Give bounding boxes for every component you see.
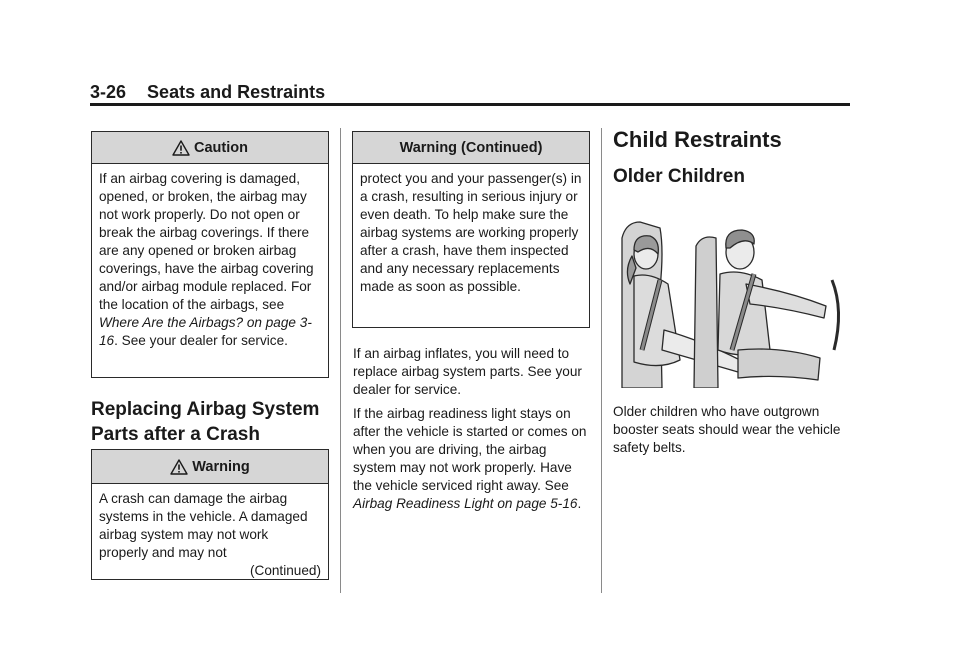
older-children-text: Older children who have outgrown booster seats should wear the vehicle safety belts. bbox=[613, 404, 841, 455]
header-rule bbox=[90, 103, 850, 106]
warning-title: Warning bbox=[192, 458, 250, 475]
caution-icon bbox=[172, 140, 190, 156]
continued-label: (Continued) bbox=[249, 563, 321, 578]
section-title: Seats and Restraints bbox=[147, 82, 326, 102]
readiness-light-paragraph bbox=[353, 405, 593, 513]
caution-title: Caution bbox=[194, 139, 248, 156]
readiness-light-end: . bbox=[577, 496, 582, 511]
illustration-drawing bbox=[620, 210, 848, 388]
column-divider bbox=[601, 128, 602, 593]
older-child-seatbelt-illustration bbox=[620, 210, 848, 388]
caution-text-end: . See your dealer for service. bbox=[114, 333, 288, 348]
warning-text: A crash can damage the airbag systems in the vehicle. A damaged airbag system may not work properly and may not bbox=[99, 491, 308, 560]
warning-continued-header: Warning (Continued) bbox=[353, 132, 589, 164]
page-header bbox=[90, 82, 325, 103]
replacing-heading: Replacing Airbag System Parts after a Crash bbox=[91, 399, 320, 445]
caution-body bbox=[92, 164, 328, 356]
older-children-subtitle: Older Children bbox=[613, 166, 745, 187]
airbag-inflates-paragraph: If an airbag inflates, you will need to replace airbag system parts. See your dealer for service. bbox=[353, 346, 582, 397]
page-number: 3-26 bbox=[90, 82, 127, 102]
warning-icon bbox=[170, 459, 188, 475]
warning-header bbox=[92, 450, 328, 484]
middle-column-text bbox=[353, 345, 593, 519]
caution-cross-reference[interactable]: Where Are the Airbags? on page 3-16 bbox=[99, 315, 312, 348]
caution-box bbox=[91, 131, 329, 378]
child-restraints-title: Child Restraints bbox=[613, 127, 782, 152]
readiness-light-text: If the airbag readiness light stays on after the vehicle is started or comes on when you are driving, the airbag system may not work properly. Have the vehicle serviced right away. See bbox=[353, 406, 587, 493]
warning-body bbox=[92, 484, 328, 582]
column-divider bbox=[340, 128, 341, 593]
caution-header bbox=[92, 132, 328, 164]
readiness-light-cross-reference[interactable]: Airbag Readiness Light on page 5-16 bbox=[353, 496, 578, 511]
warning-continued-box bbox=[352, 131, 590, 328]
warning-box bbox=[91, 449, 329, 580]
warning-continued-text: protect you and your passenger(s) in a crash, resulting in serious injury or even death. To help make sure the airbag systems are working properly after a crash, have them inspected and any necessary replacements made as soon as possible. bbox=[360, 171, 582, 294]
caution-text: If an airbag covering is damaged, opened, or broken, the airbag may not work properly. Do not open or break the airbag coverings. If there are any opened or broken airbag coverings, have the airbag covering and/or airbag module replaced. For the location of the airbags, see bbox=[99, 171, 314, 312]
